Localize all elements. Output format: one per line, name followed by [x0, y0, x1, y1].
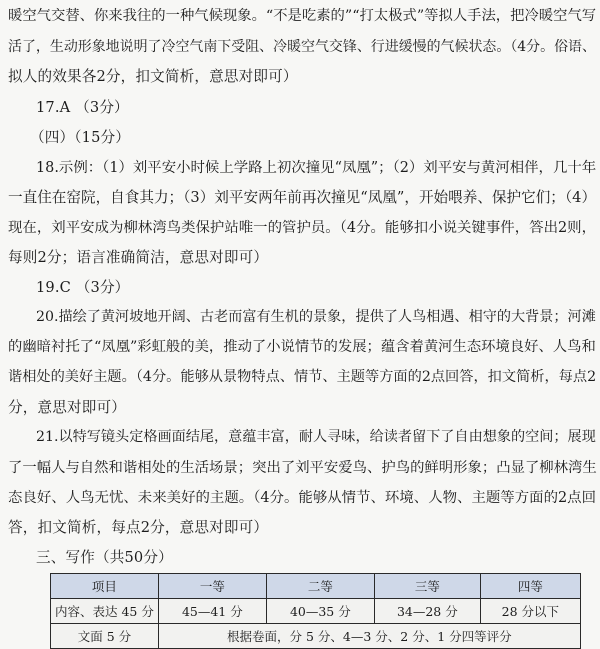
- question-18-line-3: 现在，刘平安成为柳林湾鸟类保护站唯一的管护员。（4分。能够扣小说关键事件，答出2则，: [8, 220, 597, 236]
- table-header-cell: 二等: [266, 574, 374, 599]
- question-18-line-1: 18.示例：（1）刘平安小时候上学路上初次撞见“凤凰”；（2）刘平安与黄河相伴，几十年: [36, 160, 597, 176]
- table-header-cell: 四等: [480, 574, 580, 599]
- question-18-line-2: 一直住在窑院，自食其力；（3）刘平安两年前再次撞见“凤凰”，开始喂养、保护它们；（4）: [8, 189, 597, 206]
- question-18-line-4: 每则2分；语言准确简洁，意思对即可）: [8, 249, 269, 266]
- question-20-line-4: 分，意思对即可）: [8, 399, 126, 416]
- table-row: [51, 624, 581, 649]
- question-20-line-2: 的幽暗衬托了“凤凰”彩虹般的美，推动了小说情节的发展；蕴含着黄河生态环境良好、人鸟和: [8, 339, 596, 355]
- text-line-3: 拟人的效果各2分，扣文简析，意思对即可）: [8, 68, 298, 85]
- table-cell: 根据卷面，分 5 分、4—3 分、2 分、1 分四等评分: [158, 624, 580, 649]
- table-cell: 40—35 分: [266, 599, 374, 624]
- table-header-cell: 项目: [51, 574, 159, 599]
- table-cell: 45—41 分: [158, 599, 266, 624]
- table-cell: 文面 5 分: [51, 624, 159, 649]
- text-line-2: 活了，生动形象地说明了冷空气南下受阻、冷暖空气交锋、行进缓慢的气候状态。（4分。俗语、: [8, 39, 596, 55]
- table-row: [51, 599, 581, 624]
- section-four-heading: （四）（15分）: [30, 129, 131, 146]
- table-header-cell: 一等: [158, 574, 266, 599]
- question-17-answer: 17.A （3分）: [36, 99, 129, 116]
- writing-scoring-table: [50, 573, 581, 649]
- question-21-line-3: 态良好、人鸟无忧、未来美好的主题。（4分。能够从情节、环境、人物、主题等方面的2点回: [8, 490, 597, 506]
- table-cell: 内容、表达 45 分: [51, 599, 159, 624]
- table-cell: 34—28 分: [374, 599, 480, 624]
- table-header-cell: 三等: [374, 574, 480, 599]
- question-21-line-1: 21.以特写镜头定格画面结尾，意蕴丰富，耐人寻味，给读者留下了自由想象的空间；展现: [36, 429, 596, 445]
- question-20-line-1: 20.描绘了黄河坡地开阔、古老而富有生机的景象，提供了人鸟相遇、相守的大背景；河滩: [36, 309, 596, 325]
- table-cell: 28 分以下: [480, 599, 580, 624]
- question-21-line-2: 了一幅人与自然和谐相处的生活场景；突出了刘平安爱鸟、护鸟的鲜明形象；凸显了柳林湾生: [8, 460, 597, 476]
- question-20-line-3: 谐相处的美好主题。（4分。能够从景物特点、情节、主题等方面的2点回答，扣文简析，每点2: [8, 369, 597, 385]
- question-21-line-4: 答，扣文简析，每点2分，意思对即可）: [8, 519, 269, 536]
- table-header-row: [51, 574, 581, 599]
- section-writing-heading: 三、写作（共50分）: [36, 549, 173, 566]
- question-19-answer: 19.C （3分）: [36, 279, 130, 296]
- text-line-1: 暖空气交替、你来我往的一种气候现象。“不是吃素的”“打太极式”等拟人手法，把冷暖空气写: [8, 8, 597, 24]
